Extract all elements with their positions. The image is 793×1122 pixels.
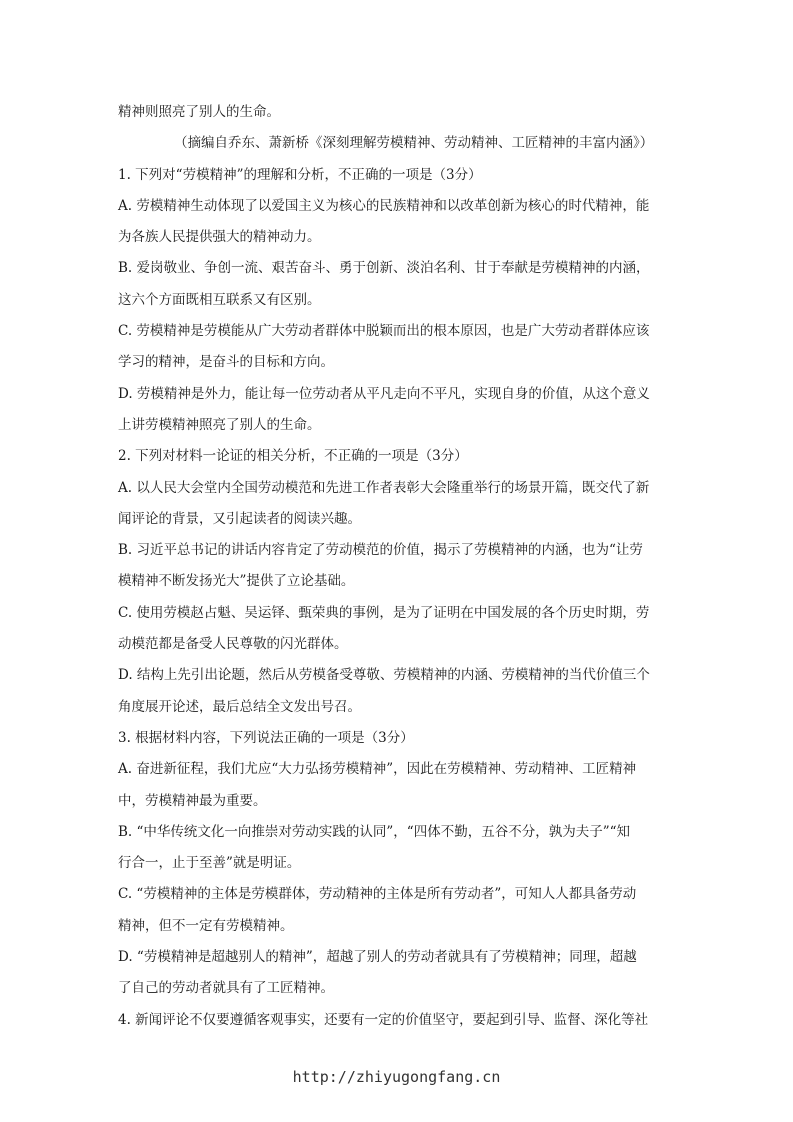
question-2-option-a-cont: 闻评论的背景，又引起读者的阅读兴趣。 [118,510,361,527]
question-2-option-d-cont: 角度展开论述，最后总结全文发出号召。 [118,698,361,715]
text-line: 精神则照亮了别人的生命。 [118,104,280,120]
question-2-option-c: C. 使用劳模赵占魁、吴运铎、甄荣典的事例，是为了证明在中国发展的各个历史时期，劳 [118,604,650,621]
question-3-option-a: A. 奋进新征程，我们尤应“大力弘扬劳模精神”，因此在劳模精神、劳动精神、工匠精神 [118,761,637,778]
question-2-option-b-cont: 模精神不断发扬光大”提供了立论基础。 [118,573,355,590]
question-1-option-b: B. 爱岗敬业、争创一流、艰苦奋斗、勇于创新、淡泊名利、甘于奉献是劳模精神的内涵， [118,260,650,277]
question-2-stem: 2. 下列对材料一论证的相关分析，不正确的一项是（3分） [118,448,468,465]
question-1-stem: 1. 下列对“劳模精神”的理解和分析，不正确的一项是（3分） [118,166,482,183]
footer-url: http://zhiyugongfang.cn [292,1068,501,1086]
question-4-stem: 4. 新闻评论不仅要遵循客观事实，还要有一定的价值坚守，要起到引导、监督、深化等社 [118,1011,649,1028]
question-1-option-a-cont: 为各族人民提供强大的精神动力。 [118,229,321,246]
document-body [118,97,678,1036]
question-3-option-b-cont: 行合一，止于至善”就是明证。 [118,855,301,872]
question-1-option-d-cont: 上讲劳模精神照亮了别人的生命。 [118,416,321,433]
question-1-option-c: C. 劳模精神是劳模能从广大劳动者群体中脱颖而出的根本原因，也是广大劳动者群体应该 [118,323,650,340]
question-1-option-a: A. 劳模精神生动体现了以爱国主义为核心的民族精神和以改革创新为核心的时代精神，能 [118,197,650,214]
question-2-option-a: A. 以人民大会堂内全国劳动模范和先进工作者表彰大会隆重举行的场景开篇，既交代了新 [118,479,650,496]
question-3-option-d: D. “劳模精神是超越别人的精神”，超越了别人的劳动者就具有了劳模精神；同理，超越 [118,949,637,966]
question-3-option-a-cont: 中，劳模精神最为重要。 [118,792,267,809]
source-citation: （摘编自乔东、萧新桥《深刻理解劳模精神、劳动精神、工匠精神的丰富内涵》） [174,135,654,152]
question-2-option-c-cont: 动模范都是备受人民尊敬的闪光群体。 [118,636,348,653]
question-2-option-b: B. 习近平总书记的讲话内容肯定了劳动模范的价值，揭示了劳模精神的内涵，也为“让劳 [118,542,643,559]
question-3-stem: 3. 根据材料内容，下列说法正确的一项是（3分） [118,729,414,746]
question-3-option-b: B. “中华传统文化一向推崇对劳动实践的认同”，“四体不勤，五谷不分，孰为夫子”“知 [118,823,631,840]
question-1-option-c-cont: 学习的精神，是奋斗的目标和方向。 [118,354,334,371]
question-1-option-b-cont: 这六个方面既相互联系又有区别。 [118,291,321,308]
question-3-option-c-cont: 精神，但不一定有劳模精神。 [118,917,294,934]
question-3-option-d-cont: 了自己的劳动者就具有了工匠精神。 [118,980,334,997]
question-3-option-c: C. “劳模精神的主体是劳模群体，劳动精神的主体是所有劳动者”，可知人人都具备劳动 [118,886,637,903]
question-1-option-d: D. 劳模精神是外力，能让每一位劳动者从平凡走向不平凡，实现自身的价值，从这个意义 [118,385,650,402]
question-2-option-d: D. 结构上先引出论题，然后从劳模备受尊敬、劳模精神的内涵、劳模精神的当代价值三个 [118,667,650,684]
